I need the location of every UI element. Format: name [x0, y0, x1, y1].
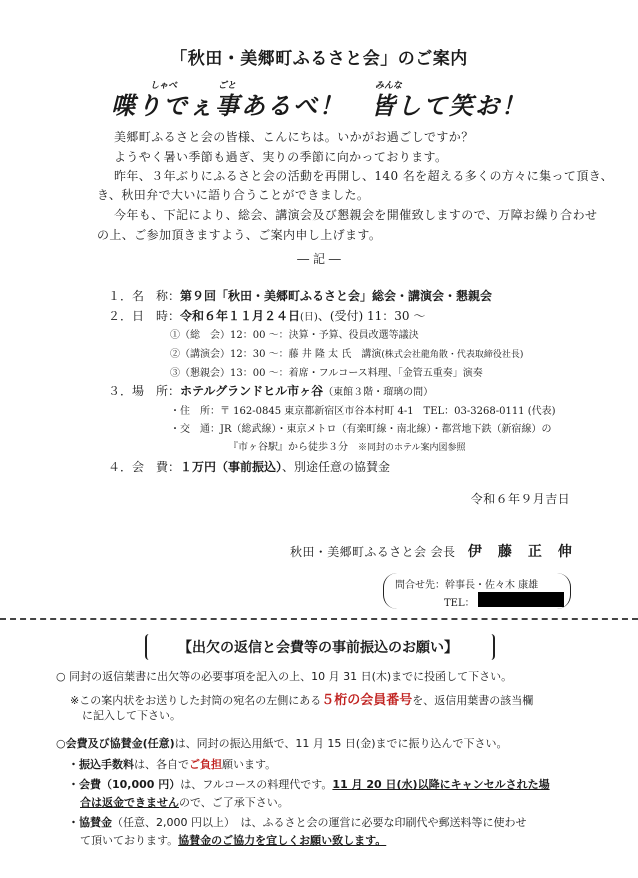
notice-line-2 [70, 689, 533, 708]
place-access-1: ・交 通：JR（総武線）・東京メトロ（有楽町線・南北線）・都営地下鉄（新宿線）の [170, 424, 552, 435]
notice-line-8b: （任意、2,000 円以上） は、ふるさと会の運営に必要な印刷代や郵送料等に使わせ [112, 816, 527, 829]
schedule-2 [170, 345, 523, 360]
item-place [108, 382, 433, 399]
access-note: ※同封のホテル案内図参照 [358, 443, 466, 453]
item-fee-value: １万円（事前振込） [180, 460, 283, 474]
notice-line-1: ○ 同封の返信葉書に出欠等の必要事項を記入の上、10 月 31 日(木)までに投函して下さい。 [56, 670, 513, 683]
access-station: 『市ヶ谷駅』から徒歩３分 [228, 442, 348, 453]
ruby-shabe: しゃべ [150, 81, 178, 91]
sponsorship-request: 協賛金のご協力を宜しくお願い致します。 [178, 834, 387, 847]
place-address: ・住 所：〒 162-0845 東京都新宿区市谷本村町 4-1 TEL：03-3268-0111 (代表) [170, 406, 556, 417]
item-name [108, 287, 492, 304]
cancel-warning: 11 月 20 日(水)以降にキャンセルされた場 [332, 778, 550, 791]
schedule-3: ③（懇親会）13：00 ～：着席・フルコース料理、「金管五重奏」演奏 [170, 368, 483, 379]
schedule-2-note: (株式会社龍角散・代表取締役社長) [381, 350, 524, 360]
tel-redaction [478, 592, 564, 607]
ki-heading: ― 記 ― [297, 252, 341, 266]
item-place-sub: （東館３階・瑠璃の間） [323, 387, 434, 398]
notice-line-4 [56, 735, 508, 751]
item-name-value: 第９回「秋田・美郷町ふるさと会」総会・講演会・懇親会 [180, 289, 493, 303]
notice-line-9 [80, 832, 386, 848]
notice-line-5d: 願います。 [222, 758, 277, 771]
item-fee-label: ４．会 費： [108, 460, 181, 474]
item-date [108, 307, 425, 324]
intro-line-1: 美郷町ふるさと会の皆様、こんにちは。いかがお過ごしですか？ [114, 130, 474, 144]
notice-line-4a: ○会費及び協賛金(任意) [56, 737, 175, 750]
intro-line-4: き、秋田弁で大いに語り合うことができました。 [97, 188, 370, 202]
item-place-value: ホテルグランドヒル市ヶ谷 [180, 384, 324, 398]
notice-line-5a: ・振込手数料 [68, 758, 134, 771]
intro-line-5: 今年も、下記により、総会、講演会及び懇親会を開催致しますので、万障お繰り合わせ [114, 208, 598, 222]
notice-line-4b: は、同封の振込用紙で、11 月 15 日(金)までに振り込んで下さい。 [174, 737, 508, 750]
notice-title: 【出欠の返信と会費等の事前振込のお願い】 [178, 640, 458, 656]
notice-line-7 [80, 794, 289, 810]
notice-line-9a: て頂いております。 [80, 834, 179, 847]
contact-person: 問合せ先：幹事長・佐々木 康雄 [395, 580, 539, 591]
slogan: 喋りでぇ事あるべ！ 皆して笑お！ [111, 92, 527, 120]
signature-org: 秋田・美郷町ふるさと会 会長 [290, 545, 456, 559]
notice-line-8a: ・協賛金 [68, 816, 112, 829]
notice-line-6a: ・会費（10,000 円） [68, 778, 181, 791]
issue-date: 令和６年９月吉日 [470, 492, 570, 506]
notice-line-6 [68, 776, 550, 792]
intro-line-6: の上、ご参加頂きますよう、ご案内申し上げます。 [97, 228, 382, 242]
notice-line-8 [68, 814, 527, 830]
ruby-minna: みんな [375, 81, 403, 91]
schedule-2-main: ②（講演会）12：30 ～：藤 井 隆 太 氏 講演 [170, 349, 382, 360]
cut-line-divider [0, 618, 638, 620]
notice-line-5b: は、各自で [134, 758, 189, 771]
ruby-goto: ごと [218, 81, 237, 91]
item-name-label: １．名 称： [108, 289, 181, 303]
signature [290, 541, 573, 561]
page-title: 「秋田・美郷町ふるさと会」のご案内 [170, 49, 468, 69]
notice-line-2c: を、返信用葉書の該当欄 [412, 694, 534, 707]
contact-tel-label: TEL： [444, 598, 475, 609]
notice-line-5 [68, 756, 276, 772]
notice-line-3: に記入して下さい。 [82, 709, 181, 722]
item-place-label: ３．場 所： [108, 384, 181, 398]
item-date-day: (日) [300, 312, 318, 323]
no-refund-warning: 合は返金できません [80, 796, 179, 809]
item-date-label: ２．日 時： [108, 309, 181, 323]
notice-line-5c: ご負担 [189, 758, 222, 771]
item-fee-rest: 、別途任意の協賛金 [282, 460, 391, 474]
notice-line-7b: ので、ご了承下さい。 [179, 796, 289, 809]
place-access-2 [228, 438, 466, 453]
notice-line-6b: は、フルコースの料理代です。 [180, 778, 333, 791]
notice-line-2a: ※この案内状をお送りした封筒の宛名の左側にある [70, 694, 322, 707]
item-date-rest: 、(受付) 11：30 ～ [317, 309, 426, 323]
intro-line-2: ようやく暑い季節も過ぎ、実りの季節に向かっております。 [114, 150, 448, 164]
member-number-highlight: ５桁の会員番号 [321, 693, 413, 708]
signature-name: 伊 藤 正 伸 [467, 544, 573, 560]
intro-line-3: 昨年、３年ぶりにふるさと会の活動を再開し、140 名を超える多くの方々に集って頂き、 [114, 169, 614, 183]
schedule-1: ①（総 会）12：00 ～：決算・予算、役員改選等議決 [170, 330, 419, 341]
item-fee [108, 458, 390, 475]
item-date-value: 令和６年１１月２４日 [180, 309, 301, 323]
